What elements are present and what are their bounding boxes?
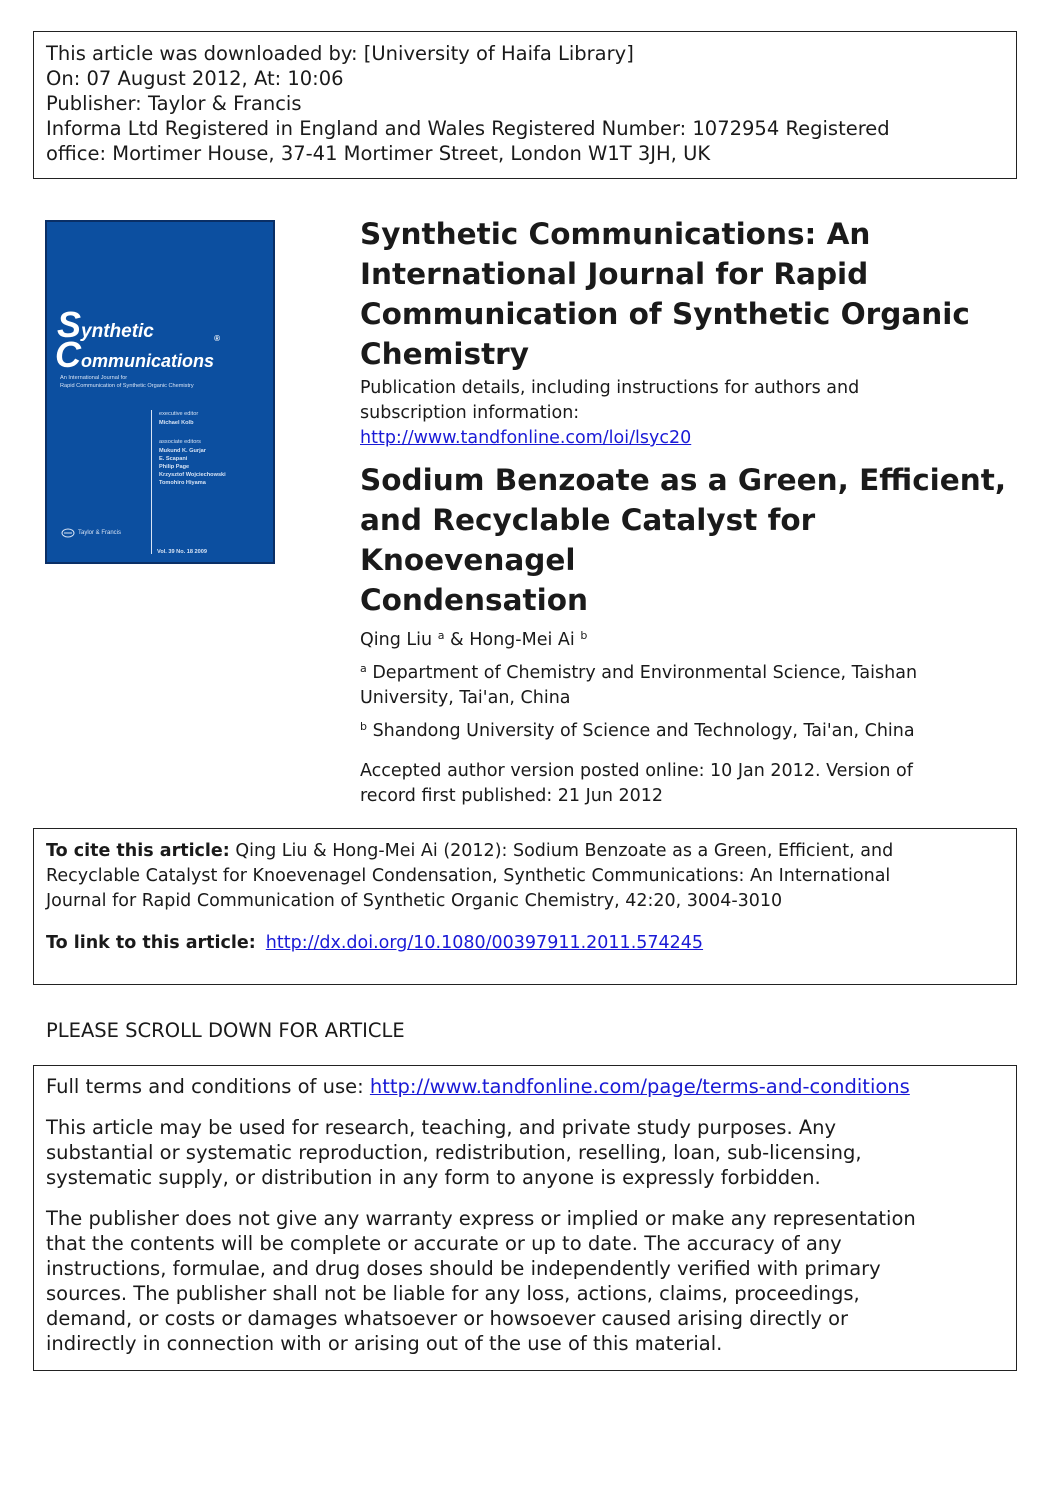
cite-label: To cite this article: — [46, 841, 230, 861]
citation-line: To cite this article: Qing Liu & Hong-Mei Ai (2012): Sodium Benzoate as a Green, Efficient, and — [46, 841, 894, 861]
article-title: Sodium Benzoate as a Green, Efficient, and Recyclable Catalyst for Knoevenagel Condensation — [360, 463, 1007, 617]
publication-details: Publication details, including instructions for authors and subscription information: http://www.tandfonline.com/loi/lsyc20 — [360, 378, 860, 448]
cover-volume: Vol. 39 No. 18 2009 — [157, 549, 207, 555]
citation-line: Recyclable Catalyst for Knoevenagel Condensation, Synthetic Communications: An International — [46, 866, 891, 886]
download-line: Publisher: Taylor & Francis — [46, 92, 302, 115]
terms-url-link[interactable]: http://www.tandfonline.com/page/terms-and-conditions — [369, 1075, 910, 1098]
cover-associate-name: Philip Page — [159, 464, 190, 470]
download-line: Informa Ltd Registered in England and Wales Registered Number: 1072954 Registered — [46, 117, 890, 140]
link-label: To link to this article: — [46, 933, 256, 953]
scroll-down-notice: PLEASE SCROLL DOWN FOR ARTICLE — [46, 1019, 405, 1042]
cover-title-line1: Synthetic — [57, 304, 154, 345]
taylor-francis-logo-icon — [61, 528, 75, 538]
cover-executive-label: executive editor — [159, 411, 199, 417]
journal-cover-image — [45, 220, 275, 564]
author-affil-marker: b — [580, 629, 588, 642]
article-link-line — [46, 931, 1004, 956]
author-name: Qing Liu — [360, 630, 433, 650]
terms-paragraph-warranty: The publisher does not give any warranty express or implied or make any representation that the contents will be complete or accurate or up to date. The accuracy of any instructions, formulae, and drug doses should be independently verified with primary sources. The publisher shall not be liable for any loss, actions, claims, proceedings, demand, or costs or damages whatsoever or howsoever caused arising directly or indirectly in connection with or arising out of the use of this material. — [46, 1207, 916, 1355]
author-list — [360, 628, 1020, 653]
doi-link[interactable]: http://dx.doi.org/10.1080/00397911.2011.574245 — [265, 933, 704, 953]
download-line: This article was downloaded by: [University of Haifa Library] — [46, 42, 634, 65]
cover-executive-name: Michael Kolb — [159, 420, 194, 426]
terms-link-line: Full terms and conditions of use: http://www.tandfonline.com/page/terms-and-conditions — [46, 1075, 910, 1098]
author-name: Hong-Mei Ai — [469, 630, 575, 650]
article-header — [360, 214, 1020, 809]
cover-divider — [151, 410, 152, 554]
author-affil-marker: a — [437, 629, 445, 642]
cover-associate-name: Krzysztof Wojciechowski — [159, 472, 226, 478]
cover-associate-name: Mukund K. Gurjar — [159, 448, 206, 454]
terms-box — [33, 1065, 1017, 1371]
citation-box — [33, 828, 1017, 985]
affiliation-a: $^a$ Department of Chemistry and Environmental Science, Taishan University, Tai'an, China — [360, 662, 918, 708]
download-line: On: 07 August 2012, At: 10:06 — [46, 67, 344, 90]
cover-associate-name: Tomohiro Hiyama — [159, 480, 206, 486]
cover-publisher-logo: Taylor & Francis — [61, 528, 121, 538]
download-line: office: Mortimer House, 37-41 Mortimer Street, London W1T 3JH, UK — [46, 142, 711, 165]
citation-line: Journal for Rapid Communication of Synthetic Organic Chemistry, 42:20, 3004-3010 — [46, 891, 783, 911]
author-separator: & — [444, 630, 470, 650]
affiliation-b: $^b$ Shandong University of Science and Technology, Tai'an, China — [360, 720, 915, 741]
cover-title-line2: Communications® — [55, 334, 220, 375]
journal-url-link[interactable]: http://www.tandfonline.com/loi/lsyc20 — [360, 428, 692, 448]
journal-title: Synthetic Communications: An International Journal for Rapid Communication of Synthetic Organic Chemistry — [360, 217, 970, 371]
cover-subtitle: An International Journal for Rapid Communication of Synthetic Organic Chemistry — [60, 375, 194, 389]
cover-associate-label: associate editors — [159, 439, 201, 445]
download-notice-box — [33, 31, 1017, 179]
terms-paragraph-usage: This article may be used for research, teaching, and private study purposes. Any substantial or systematic reproduction, redistribution, reselling, loan, sub-licensing, systematic supply, or distribution in any form to anyone is expressly forbidden. — [46, 1116, 862, 1189]
cover-associate-name: E. Scapani — [159, 456, 188, 462]
publication-dates: Accepted author version posted online: 10 Jan 2012. Version of record first published: 21 Jun 2012 — [360, 761, 913, 806]
